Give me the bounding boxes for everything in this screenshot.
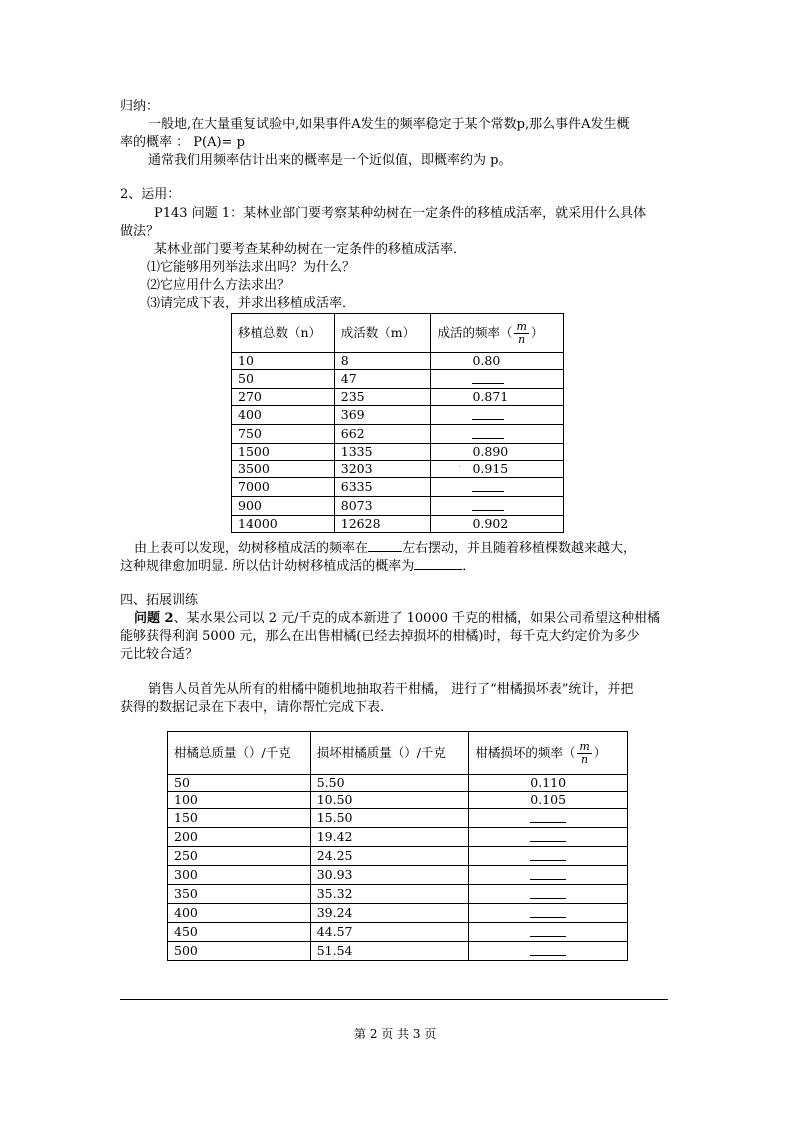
table-row: [168, 942, 628, 961]
frequency-value: 0.915: [472, 461, 509, 476]
cell-total: 900: [232, 497, 335, 516]
cell-total: 500: [168, 942, 311, 961]
header-damaged-mass: 损坏柑橘质量（）/千克: [310, 732, 469, 775]
conclusion-line2: [120, 557, 475, 575]
question-2: ⑵它应用什么方法求出？: [147, 278, 291, 293]
fraction-m-over-n: [514, 321, 528, 346]
table-header-row: [232, 314, 564, 353]
table-row: [232, 370, 564, 389]
cell-total: 50: [232, 370, 335, 389]
summary-paragraph-line1: 一般地,在大量重复试验中,如果事件A发生的频率稳定于某个常数p,那么事件A发生概: [148, 117, 630, 132]
cell-frequency[interactable]: [431, 497, 564, 516]
header-total: 移植总数（n）: [232, 314, 335, 353]
fraction-numerator: m: [579, 739, 590, 753]
table-row: [232, 497, 564, 516]
cell-total: 50: [168, 775, 311, 792]
cell-count: 3203: [334, 461, 431, 478]
problem1-intro: 某林业部门要考查某种幼树在一定条件的移植成活率．: [154, 242, 467, 257]
cell-count: 19.42: [310, 828, 469, 847]
header-damage-frequency: [469, 732, 628, 775]
conclusion-text-b: 左右摆动，并且随着移植棵数越来越大，: [402, 541, 637, 556]
header-frequency-close: ）: [530, 324, 544, 340]
frequency-value: 0.110: [530, 775, 567, 790]
conclusion-blank-2[interactable]: [414, 557, 462, 570]
table-row: [168, 904, 628, 923]
frequency-blank[interactable]: [472, 497, 504, 511]
header-total-mass: 柑橘总质量（）/千克: [168, 732, 311, 775]
frequency-blank[interactable]: [472, 406, 504, 420]
cell-count: 10.50: [310, 792, 469, 809]
table-row: [168, 809, 628, 828]
cell-frequency: [469, 775, 628, 792]
cell-count: 30.93: [310, 866, 469, 885]
frequency-value: 0.902: [472, 516, 509, 531]
frequency-blank[interactable]: [530, 923, 566, 937]
summary-paragraph-line2: 率的概率 ： P(A)= p: [120, 135, 245, 150]
table-row: [232, 389, 564, 406]
orange-damage-table: [167, 731, 628, 961]
conclusion-text-d: ．: [462, 559, 476, 574]
cell-count: 1335: [334, 444, 431, 461]
conclusion-blank-1[interactable]: [368, 539, 402, 552]
sales-paragraph-line1: 销售人员首先从所有的柑橘中随机地抽取若干柑橘， 进行了“柑橘损坏表”统计，并把: [148, 682, 634, 697]
header-damage-frequency-close: ）: [593, 744, 607, 760]
cell-frequency[interactable]: [469, 885, 628, 904]
conclusion-text-c: 这种规律愈加明显. 所以估计幼树移植成活的概率为: [120, 559, 415, 574]
frequency-blank[interactable]: [530, 866, 566, 880]
cell-total: 350: [168, 885, 311, 904]
cell-count: 12628: [334, 516, 431, 533]
cell-frequency[interactable]: [431, 425, 564, 444]
header-frequency-label: 成活的频率（: [437, 324, 513, 340]
summary-paragraph-2: 通常我们用频率估计出来的概率是一个近似值，即概率约为 p。: [148, 153, 512, 168]
frequency-value: 0.80: [472, 353, 501, 368]
cell-frequency: [431, 461, 564, 478]
cell-total: 7000: [232, 478, 335, 497]
frequency-blank[interactable]: [472, 478, 504, 492]
cell-frequency: [431, 516, 564, 533]
page-number: 第 2 页 共 3 页: [354, 1027, 437, 1041]
frequency-blank[interactable]: [472, 425, 504, 439]
sales-paragraph-line2: 获得的数据记录在下表中，请你帮忙完成下表.: [120, 700, 385, 715]
question-3: ⑶请完成下表，并求出移植成活率．: [147, 296, 356, 311]
summary-heading: 归纳：: [120, 99, 160, 114]
cell-total: 400: [168, 904, 311, 923]
table-row: [168, 775, 628, 792]
frequency-blank[interactable]: [530, 847, 566, 861]
table-row: [168, 792, 628, 809]
cell-count: 8073: [334, 497, 431, 516]
table-row: [232, 461, 564, 478]
cell-frequency[interactable]: [469, 809, 628, 828]
cell-frequency[interactable]: [469, 942, 628, 961]
cell-count: 15.50: [310, 809, 469, 828]
frequency-blank[interactable]: [530, 809, 566, 823]
cell-total: 200: [168, 828, 311, 847]
table-row: [168, 828, 628, 847]
fraction-denominator: n: [518, 332, 526, 346]
cell-total: 270: [232, 389, 335, 406]
cell-count: 5.50: [310, 775, 469, 792]
cell-count: 6335: [334, 478, 431, 497]
cell-count: 369: [334, 406, 431, 425]
problem2-line3: 元比较合适？: [120, 647, 199, 662]
cell-frequency: [469, 792, 628, 809]
cell-count: 44.57: [310, 923, 469, 942]
conclusion-text-a: 由上表可以发现，幼树移植成活的频率在: [134, 541, 369, 556]
extension-heading: 四、拓展训练: [120, 593, 199, 608]
cell-frequency: [431, 353, 564, 370]
cell-frequency[interactable]: [431, 478, 564, 497]
header-survived: 成活数（m）: [334, 314, 431, 353]
cell-frequency[interactable]: [469, 923, 628, 942]
cell-frequency: [431, 444, 564, 461]
fraction-m-over-n: [577, 741, 591, 766]
conclusion-line1: [134, 539, 636, 557]
cell-total: 750: [232, 425, 335, 444]
fraction-denominator: n: [581, 752, 589, 766]
frequency-blank[interactable]: [530, 904, 566, 918]
cell-count: 235: [334, 389, 431, 406]
footer-divider: [120, 999, 668, 1000]
cell-total: 300: [168, 866, 311, 885]
cell-count: 662: [334, 425, 431, 444]
cell-frequency[interactable]: [469, 828, 628, 847]
table-row: [232, 406, 564, 425]
table-row: [168, 866, 628, 885]
table-row: [232, 444, 564, 461]
table-header-row: [168, 732, 628, 775]
cell-total: 100: [168, 792, 311, 809]
problem1-line2: 做法？: [120, 224, 160, 239]
cell-count: 47: [334, 370, 431, 389]
table-row: [168, 885, 628, 904]
table-row: [168, 923, 628, 942]
cell-count: 35.32: [310, 885, 469, 904]
cell-total: 1500: [232, 444, 335, 461]
header-frequency: [431, 314, 564, 353]
frequency-blank[interactable]: [530, 828, 566, 842]
cell-total: 450: [168, 923, 311, 942]
table-row: [168, 847, 628, 866]
cell-total: 150: [168, 809, 311, 828]
cell-frequency[interactable]: [431, 406, 564, 425]
frequency-blank[interactable]: [472, 370, 504, 384]
cell-total: 14000: [232, 516, 335, 533]
problem1-line1: P143 问题 1：某林业部门要考察某种幼树在一定条件的移植成活率，就采用什么具体: [154, 206, 647, 221]
cell-frequency: [431, 389, 564, 406]
cell-frequency[interactable]: [469, 847, 628, 866]
frequency-blank[interactable]: [530, 885, 566, 899]
cell-count: 39.24: [310, 904, 469, 923]
header-damage-frequency-label: 柑橘损坏的频率（: [475, 744, 576, 760]
cell-frequency[interactable]: [431, 370, 564, 389]
frequency-blank[interactable]: [530, 942, 566, 956]
cell-frequency[interactable]: [469, 904, 628, 923]
survival-rate-table: [231, 313, 564, 533]
cell-count: 51.54: [310, 942, 469, 961]
cell-total: 10: [232, 353, 335, 370]
table-row: [232, 478, 564, 497]
frequency-value: 0.105: [530, 792, 567, 807]
cell-count: 24.25: [310, 847, 469, 866]
frequency-value: 0.871: [472, 389, 509, 404]
table-row: [232, 353, 564, 370]
application-heading: 2、运用：: [120, 187, 181, 202]
problem2-line2: 能够获得利润 5000 元，那么在出售柑橘(已经去掉损坏的柑橘)时，每千克大约定价为多少: [120, 629, 640, 644]
table-row: [232, 516, 564, 533]
cell-total: 400: [232, 406, 335, 425]
cell-count: 8: [334, 353, 431, 370]
frequency-value: 0.890: [472, 444, 509, 459]
problem2-label: 问题 2: [134, 611, 174, 626]
cell-total: 250: [168, 847, 311, 866]
stray-dot-mark: .: [458, 459, 462, 470]
table-row: [232, 425, 564, 444]
problem2-line1: [134, 610, 660, 627]
question-1: ⑴它能够用列举法求出吗？为什么？: [147, 260, 356, 275]
cell-frequency[interactable]: [469, 866, 628, 885]
fraction-numerator: m: [516, 319, 527, 333]
problem2-text-1: 、某水果公司以 2 元/千克的成本新进了 10000 千克的柑橘，如果公司希望这种柑橘: [173, 611, 661, 626]
cell-total: 3500: [232, 461, 335, 478]
